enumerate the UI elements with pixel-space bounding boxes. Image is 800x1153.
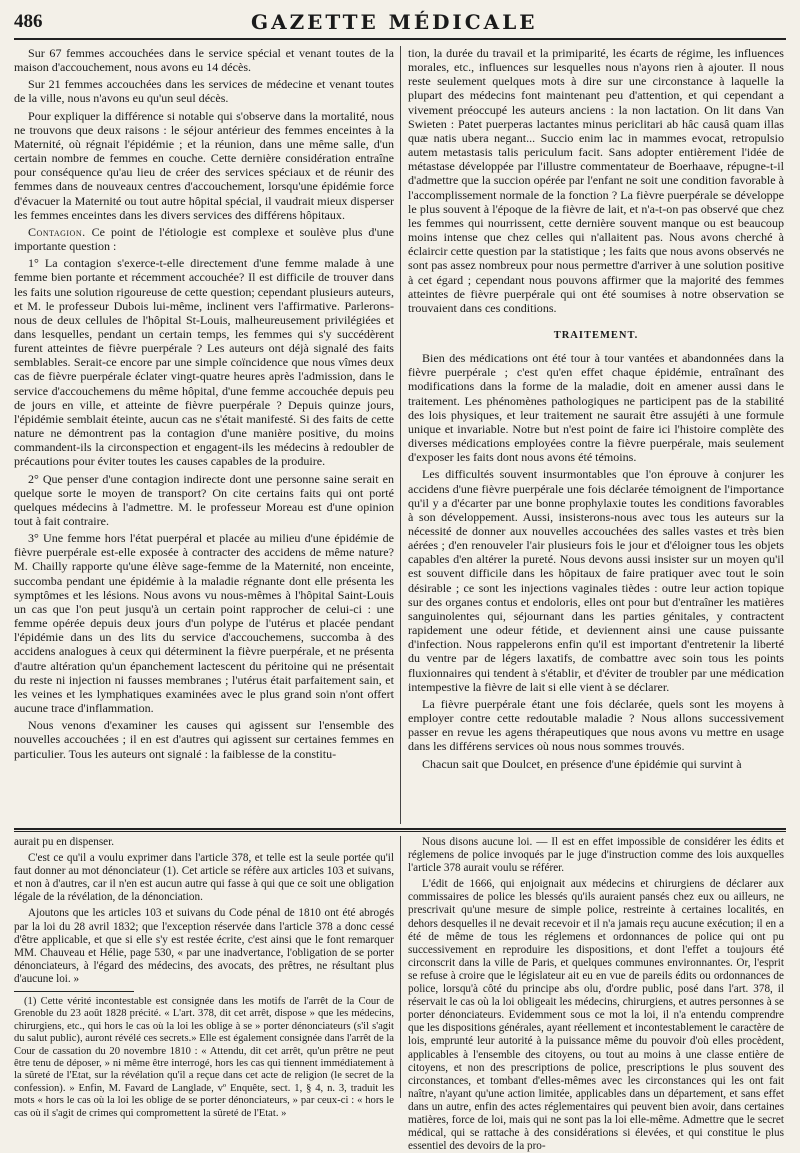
paragraph: Nous venons d'examiner les causes qui agissent sur l'ensemble des nouvelles accouchées ; il en est d'autres qui agissent sur certaines femmes en particulier. Tous les auteurs ont signalé : la faiblesse de la constitu-	[14, 718, 394, 761]
point-paragraph: 3° Une femme hors l'état puerpéral et placée au milieu d'une épidémie de fièvre puerpérale est-elle exposée à contracter des accidens de même nature? M. Chailly rapporte qu'une élève sage-femme de la Maternité, non enceinte, succomba pendant une épidémie à la maladie régnante dont elle présenta les symptômes et les lésions. Nous avons vu nous-mêmes à l'hôpital Saint-Louis un cas que l'on peut jusqu'à un certain point rapprocher de celui-ci : une femme opérée depuis deux jours d'un polype de l'utérus et placée pendant l'épidémie dans un des lits du service d'accouchemens, succomba à des accidens analogues à ceux qui déterminent la fièvre puerpérale, et ne présenta d'autre altération qu'un épanchement lactescent du péritoine qui ne présentait du reste ni injection ni fausses membranes ; l'utérus était parfaitement sain, et les veines et les lymphatiques examinées avec le plus grand soin n'ont offert aucune trace d'inflammation.	[14, 531, 394, 716]
section-title: TRAITEMENT.	[553, 329, 639, 341]
contagion-label: Contagion.	[28, 224, 86, 239]
paragraph: aurait pu en dispenser.	[14, 836, 115, 848]
left-column-main	[14, 46, 394, 818]
point-paragraph: 2° Que penser d'une contagion indirecte dont une personne saine serait en quelque sorte le moyen de transport? On cite certains faits qui ont porté quelques médecins à l'admettre. M. le professeur Moreau est d'une opinion tout à fait contraire.	[14, 471, 394, 528]
right-column-main	[408, 46, 784, 824]
paragraph: Les difficultés souvent insurmontables que l'on éprouve à conjurer les accidens d'une fièvre puerpérale une fois déclarée témoignent de l'importance qu'il y a d'écarter par une bonne prophylaxie toutes les conditions favorables à son développement. Aussi, insisterons-nous avec tous les auteurs sur la nécessité de donner aux nouvelles accouchées des salles vastes et très bien aérées ; d'en renouveler l'air plusieurs fois le jour et d'éloigner tous les objets capables d'en altérer la pureté. Nous devons aussi insister sur un moyen qu'il est souvent difficile dans les hôpitaux de faire pratiquer avec tout le soin désirable ; ce sont les injections vaginales tièdes : outre leur action topique sur des organes contus et endoloris, elles ont pour but d'entraîner les matières sanguinolentes qui, séjournant dans les parties génitales, y contractent rapidement une odeur fétide, et deviennent ainsi une cause puissante d'infection. Nous rappelerons enfin qu'il est important d'entretenir la liberté du ventre par de légers laxatifs, de combattre avec soin tous les points fluxionnaires qui tendent à s'établir, et d'éviter de troubler par une médication intempestive la fièvre de lait si elle vient à se déclarer.	[408, 467, 784, 694]
page-header	[14, 6, 786, 40]
paragraph: Sur 21 femmes accouchées dans les services de médecine et venant toutes de la ville, nous n'avons eu qu'un seul décès.	[14, 77, 394, 106]
page-number: 486	[14, 11, 43, 32]
paragraph: Bien des médications ont été tour à tour vantées et abandonnées dans la fièvre puerpérale ; c'est qu'en effet chaque épidémie, entraînant des modifications dans la forme de la maladie, doit en amener aussi dans le traitement. Les phénomènes pathologiques ne participent pas de la stabilité des lois physiques, et leur traitement ne saurait être assujéti à une formule unique et invariable. Notre but n'est point de faire ici l'histoire complète des diverses médications employées contre la fièvre puerpérale, mais seulement d'exposer les faits dont nous avons été témoins.	[408, 351, 784, 465]
paragraph: tion, la durée du travail et la primiparité, les écarts de régime, les influences morales, etc., influences sur lesquelles nous n'ayons rien à ajouter. Il nous reste seulement quelques mots à dire sur une circonstance à laquelle la plupart des médecins font maintenant peu d'attention, et qui cependant a vivement préoccupé les auteurs anciens : la non lactation. On lit dans Van Swieten : Patet puerperas lactantes minus periclitari ab hâc causâ quam illas quæ natis ubera negant... Succio enim lac in mammes evocat, retropulsio autem metastasis talis periculum facit. Sans adopter entièrement l'idée de métastase développée par l'illustre commentateur de Boerhaave, répugne-t-il d'admettre que la succion opérée par l'enfant ne soit une condition favorable à l'accomplissement normale de la fonction ? La fièvre puerpérale se développe le plus souvent à l'époque de la fièvre de lait, et n'a-t-on pas observé que chez les femmes qui nourrissent, cette dernière souvent manque ou est beaucoup moins intense que chez celles qui n'allaitent pas. Nous avons cherché à éclaircir cette question par la statistique ; les faits que nous avons observés ne sont pas assez nombreux pour nous permettre d'arriver à une solution positive à cet égard ; cependant nous pouvons affirmer que la majorité des femmes atteintes de fièvre puerpérale qui ont été soumises à notre observation se trouvaient dans ces conditions.	[408, 46, 784, 315]
section-rule-thin	[14, 831, 786, 832]
footnote: (1) Cette vérité incontestable est consignée dans les motifs de l'arrêt de la Cour de Grenoble du 23 août 1828 précité. « L'art. 378, dit cet arrêt, dispose » que les médecins, chirurgiens, etc., qui hors le cas où la loi les oblige à se » porter dénonciateurs (s'il s'agit du salut public), auront révélé ces secrets.» Elle est également consignée dans l'arrêt de la Cour de cassation du 20 novembre 1810 : « Attendu, dit cet arrêt, qu'un prêtre ne peut être tenu de déposer, » ni même être interrogé, hors les cas qui tiennent immédiatement à la sûreté de l'Etat, sur la révélation qu'il a reçue dans cet acte de religion (le secret de la confession). » Enfin, M. Favard de Langlade, vº Enquête, sect. 1, § 4, n. 3, traduit les mots « hors le cas où la loi les oblige de se porter dénonciateurs, » par ceux-ci : « hors le cas où il s'agit de crimes qui compromettent la sûreté de l'Etat. »	[14, 996, 394, 1119]
journal-title: GAZETTE MÉDICALE	[250, 10, 538, 34]
column-divider	[400, 46, 401, 824]
column-divider	[400, 836, 401, 1098]
paragraph: Chacun sait que Doulcet, en présence d'une épidémie qui survint à	[422, 756, 742, 771]
footnotes	[14, 996, 394, 1120]
paragraph: L'édit de 1666, qui enjoignait aux médecins et chirurgiens de déclarer aux commissaires de police les blessés qu'ils auraient pansés chez eux ou ailleurs, ne prescrivait qu'une mesure de simple police, restreinte à certaines localités, en dehors desquelles il ne devait recevoir et il n'a jamais reçu aucune exécution; il en a été de même de tous les réglemens et ordonnances de police qui ont pu successivement en reproduire les dispositions, et dont l'effet a toujours été circonscrit dans la ville de Paris, et quelques communes environnantes. Or, l'esprit se refuse à croire que le législateur ait eu en vue de pareils édits ou ordonnances de police, lorsqu'à côté du principe abs olu, d'ordre public, posé dans l'art. 378, il réservait le cas où la loi obligeait les médecins, chirurgiens, et autres personnes à se porter dénonciateurs. Evidemment sous ce mot la loi, il n'a entendu comprendre que les dispositions générales, ayant réellement et incontestablement le caractère de lois, emprunté leur autorité à la puissance même du pouvoir d'où elles procèdent, applicables à l'ensemble des citoyens, ou tout au moins à une classe entière de citoyens, et non des prescriptions de police, prescriptions le plus souvent des circonstances, et tombant d'elles-mêmes avec les circonstances qui les ont fait naître, n'ayant qu'une action limitée, applicables dans un département, et sans effet dans un autre, enfin des actes réglementaires qui peuvent bien avoir, dans certaines matières, force de loi, mais qui ne sont pas la loi elle-même. Admettre que le secret médical, qui se rattache à des considérations si élevées, et qui constitue le plus essentiel des devoirs de la pro-	[408, 878, 784, 1153]
point-paragraph: 1° La contagion s'exerce-t-elle directement d'une femme malade à une femme bien portante et récemment accouchée? Il est difficile de trouver dans les faits une solution rigoureuse de cette question; cependant plusieurs auteurs, et M. le professeur Dubois lui-même, inclinent vers l'affirmative. Parlerons-nous de deux cellules de l'hôpital St-Louis, malheureusement privilégiées et dans lesquelles, pendant un certain temps, les femmes qui s'y succédèrent furent atteintes de fièvre puerpérale ? Les auteurs ont déjà signalé des faits semblables. Serait-ce encore par une simple coïncidence que nous vîmes deux cas de fièvre puerpérale éclater vingt-quatre heures après l'admission, dans le service d'accouchemens du même hôpital, d'une femme accouchée depuis peu de jours en ville, et atteinte de fièvre puerpérale ? Depuis quinze jours, l'épidémie semblait éteinte, aucun cas ne s'était manifesté. Si des faits de cette nature ne démontrent pas la contagion d'une manière positive, du moins commandent-ils la circonspection et engagent-ils les médecins à redoubler de précautions pour éviter toutes les causes capables de la produire.	[14, 256, 394, 469]
footnote-rule	[14, 991, 134, 992]
paragraph: Sur 67 femmes accouchées dans le service spécial et venant toutes de la maison d'accouchement, nous avons eu 14 décès.	[14, 46, 394, 75]
contagion-paragraph	[14, 225, 394, 253]
left-column-feuilleton	[14, 836, 394, 1119]
paragraph: Nous disons aucune loi. — Il est en effet impossible de considérer les édits et réglemens de police invoqués par le juge d'instruction comme des lois auxquelles l'article 378 aurait voulu se référer.	[408, 836, 784, 875]
paragraph: C'est ce qu'il a voulu exprimer dans l'article 378, et telle est la seule portée qu'il faut donner au mot dénonciateur (1). Cet article se réfère aux articles 103 et suivans, et non à d'autres, car il n'en est aucun autre qui fasse à qui que ce soit une obligation légale de la révélation, de la dénonciation.	[14, 852, 394, 904]
section-rule	[14, 828, 786, 830]
paragraph: Pour expliquer la différence si notable qui s'observe dans la mortalité, nous ne trouvons que deux raisons : le séjour antérieur des femmes enceintes à la Maternité, où régnait l'épidémie ; et la réunion, dans une même salle, d'un certain nombre de femmes en couche. Cette dernière considération entraîne pour conséquence qu'au lieu de créer des services spéciaux et de réunir des femmes dans de nouveaux centres d'accouchement, lorsqu'une épidémie force d'évacuer la Maternité ou tout autre hôpital spécial, il vaudrait mieux disperser les femmes enceintes dans les divers services des différens hôpitaux.	[14, 108, 394, 222]
right-column-feuilleton	[408, 836, 784, 1153]
paragraph: La fièvre puerpérale étant une fois déclarée, quels sont les moyens à employer contre cette redoutable maladie ? Nous allons successivement passer en revue les agens thérapeutiques que nous avons vu mettre en usage dans les différens services où nous nous sommes trouvés.	[408, 696, 784, 754]
paragraph: Ajoutons que les articles 103 et suivans du Code pénal de 1810 ont été abrogés par la loi du 28 avril 1832; que l'exception réservée dans l'article 378 a donc cessé d'être applicable, et que si elle s'y est restée écrite, c'est ainsi que le font remarquer MM. Chauveau et Hélie, page 530, « par une inadvertance, l'obligation de se porter dénonciateurs, à l'égard des médecins, des avocats, des prêtres, ne résultant plus d'aucune loi. »	[14, 907, 394, 985]
contagion-intro: Ce point de l'étiologie est complexe et soulève plus d'une importante question :	[14, 224, 394, 254]
